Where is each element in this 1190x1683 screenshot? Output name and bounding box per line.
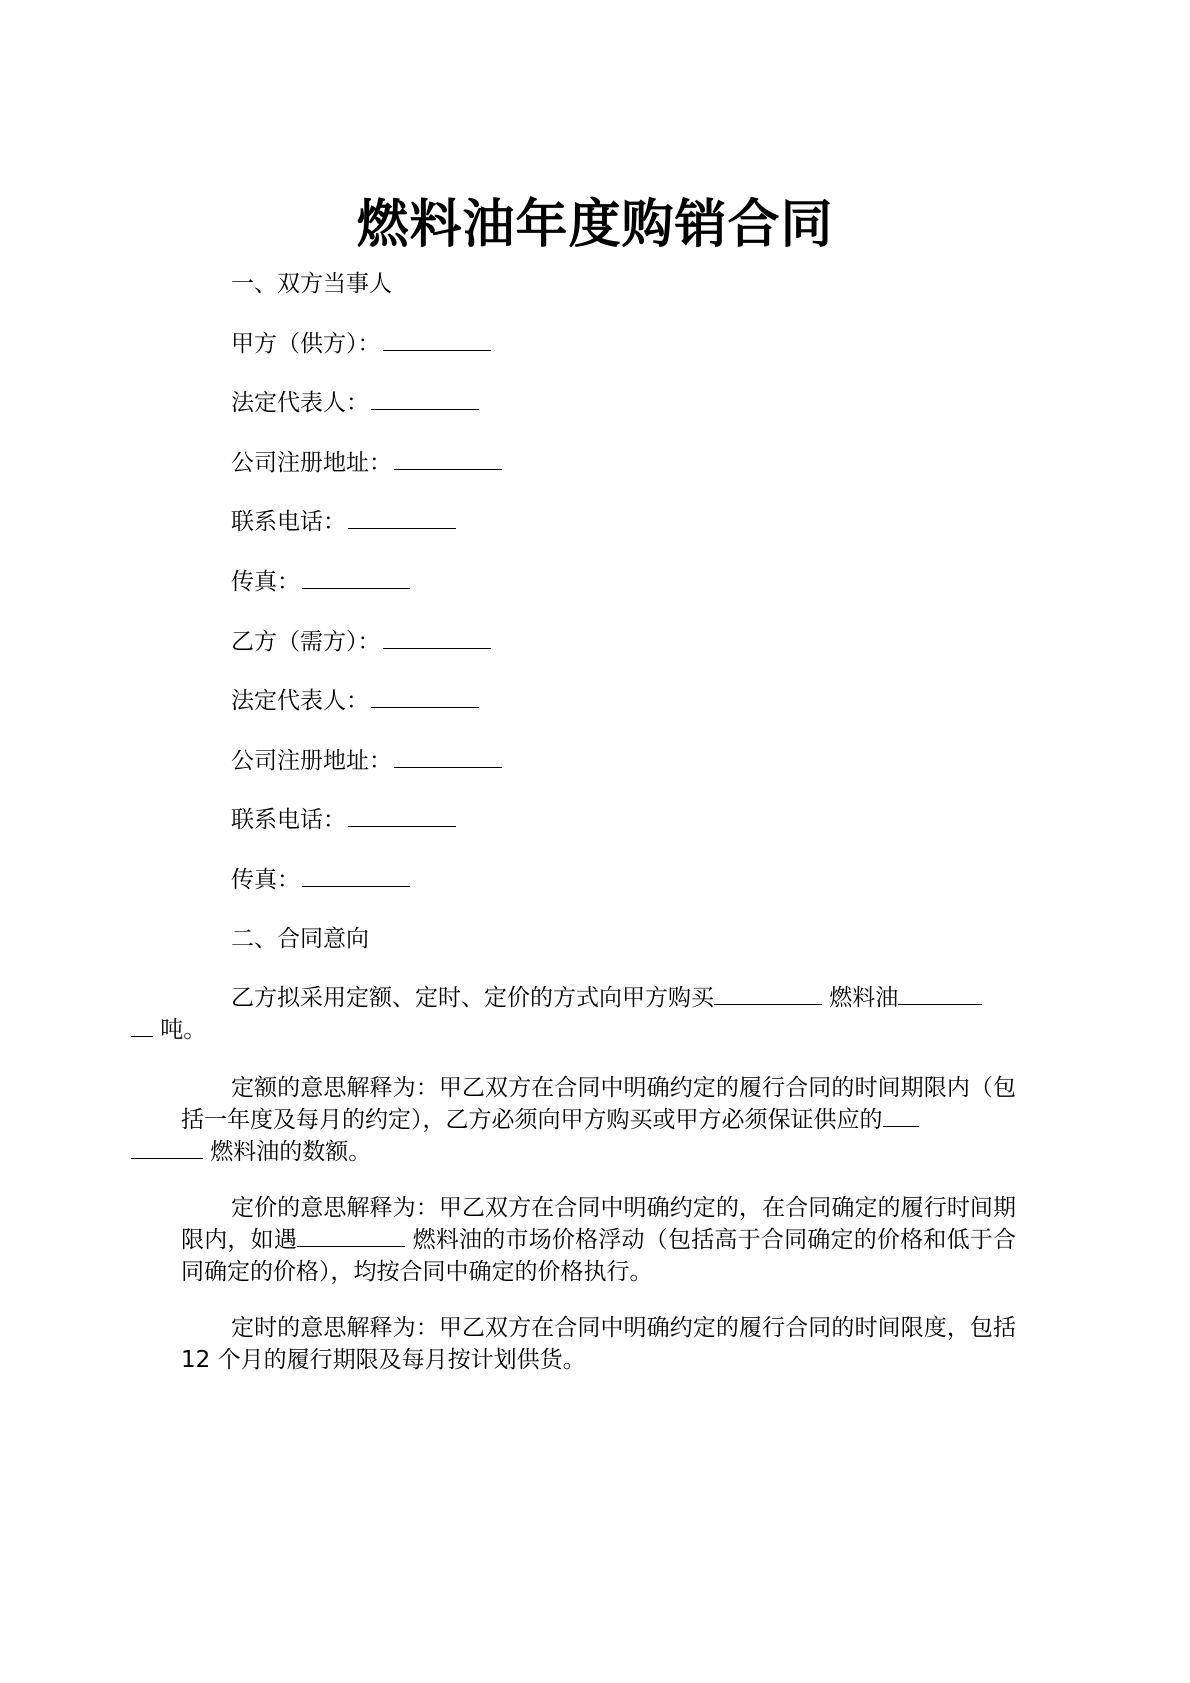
- party-b-name-blank: [383, 626, 491, 649]
- party-b-phone-label: 联系电话：: [231, 807, 346, 833]
- fixed-price-text-a: 定价的意思解释为：甲乙双方在合同中明确约定的，在合同确定的履行时间期限内，如遇: [181, 1195, 1016, 1253]
- party-b-fax-label: 传真：: [231, 867, 300, 893]
- party-a-phone-blank: [348, 506, 456, 529]
- paragraph-fixed-time: 定时的意思解释为：甲乙双方在合同中明确约定的履行合同的时间限度，包括 12 个月的履行期限及每月按计划供货。: [181, 1315, 1016, 1373]
- party-a-name-blank: [383, 328, 491, 351]
- party-b-phone-line: [231, 804, 456, 836]
- purchase-quantity-blank-a: [898, 982, 982, 1005]
- party-b-address-line: [231, 745, 502, 777]
- party-a-rep-line: [231, 387, 479, 419]
- party-a-name-label: 甲方（供方）：: [231, 331, 381, 357]
- party-b-phone-blank: [348, 804, 456, 827]
- paragraph-purchase-intent: [153, 982, 1016, 1046]
- party-a-fax-line: [231, 566, 410, 598]
- fixed-price-text-b: 燃料油的市场价格浮动（包括高于合同确定的价格和低于合同确定的价格），均按合同中确定的价格执行。: [181, 1227, 1017, 1285]
- party-a-address-label: 公司注册地址：: [231, 450, 392, 476]
- party-b-name-label: 乙方（需方）：: [231, 629, 381, 655]
- purchase-intent-text-c: 吨。: [153, 1017, 207, 1043]
- party-a-fax-label: 传真：: [231, 569, 300, 595]
- party-a-rep-label: 法定代表人：: [231, 390, 369, 416]
- purchase-grade-blank: [714, 982, 822, 1005]
- section-heading-intent: 二、合同意向: [231, 926, 369, 952]
- party-b-address-label: 公司注册地址：: [231, 748, 392, 774]
- party-b-fax-blank: [302, 864, 410, 887]
- party-a-fax-blank: [302, 566, 410, 589]
- fixed-quantity-text-b: 燃料油的数额。: [203, 1139, 372, 1165]
- purchase-intent-text-a: 乙方拟采用定额、定时、定价的方式向甲方购买: [231, 985, 714, 1011]
- fixed-quantity-blank-a: [883, 1104, 919, 1127]
- party-b-address-blank: [394, 745, 502, 768]
- party-b-rep-blank: [371, 685, 479, 708]
- fixed-quantity-blank-b: [131, 1136, 203, 1159]
- section-heading-parties: 一、双方当事人: [231, 271, 392, 297]
- party-b-name-line: [231, 626, 491, 658]
- paragraph-fixed-quantity: [181, 1072, 1016, 1168]
- party-b-fax-line: [231, 864, 410, 896]
- fixed-price-grade-blank: [297, 1224, 405, 1247]
- party-a-address-line: [231, 447, 502, 479]
- document-title: 燃料油年度购销合同: [356, 195, 834, 255]
- paragraph-fixed-price: [181, 1192, 1016, 1288]
- fixed-quantity-text-a: 定额的意思解释为：甲乙双方在合同中明确约定的履行合同的时间期限内（包括一年度及每月的约定），乙方必须向甲方购买或甲方必须保证供应的: [181, 1075, 1016, 1133]
- party-b-rep-line: [231, 685, 479, 717]
- party-a-name-line: [231, 328, 491, 360]
- party-a-address-blank: [394, 447, 502, 470]
- party-a-rep-blank: [371, 387, 479, 410]
- purchase-quantity-blank-b: [131, 1014, 153, 1037]
- party-a-phone-line: [231, 506, 456, 538]
- party-b-rep-label: 法定代表人：: [231, 688, 369, 714]
- purchase-intent-text-b: 燃料油: [822, 985, 899, 1011]
- party-a-phone-label: 联系电话：: [231, 509, 346, 535]
